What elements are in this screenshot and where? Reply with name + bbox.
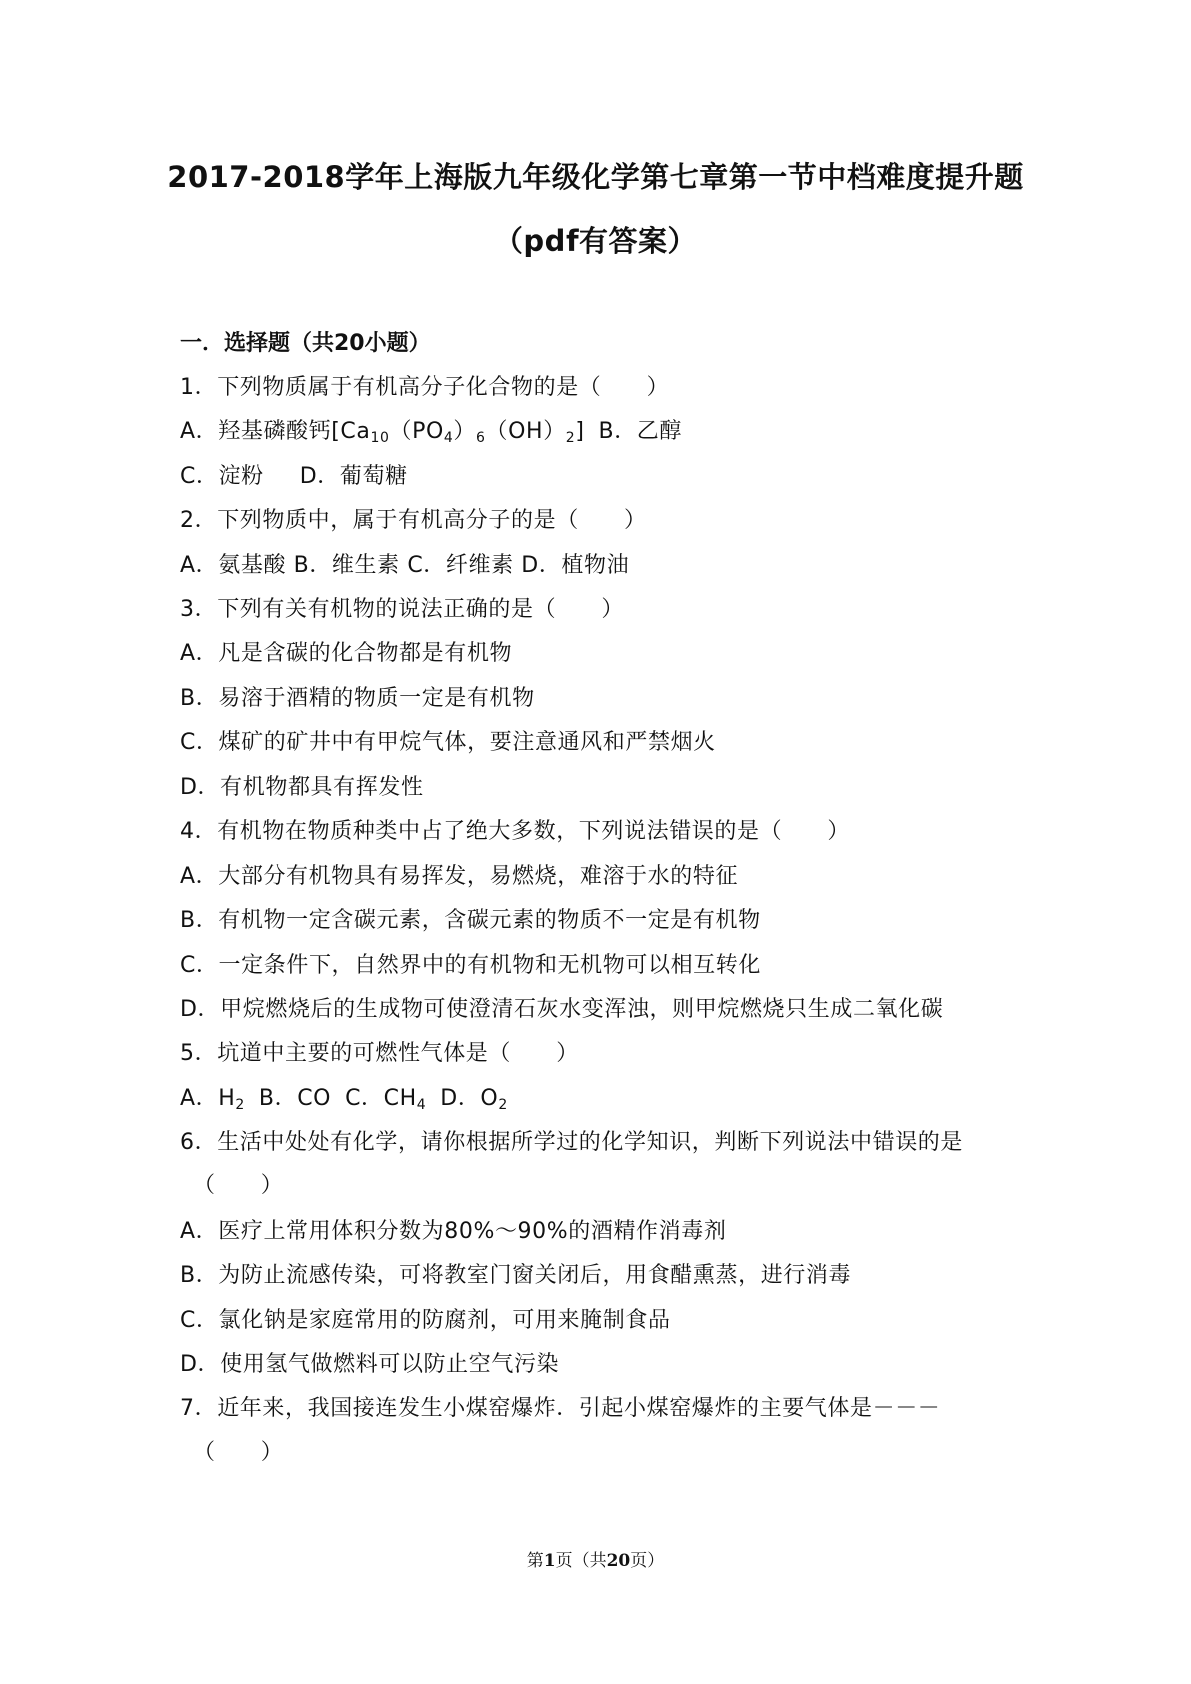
q3-option-b: B．易溶于酒精的物质一定是有机物 (180, 686, 535, 711)
document-title-line1: 2017-2018学年上海版九年级化学第七章第一节中档难度提升题 (167, 160, 1024, 194)
question-3-stem: 3．下列有关有机物的说法正确的是（ ） (180, 597, 624, 622)
q1-option-b: B．乙醇 (598, 419, 682, 444)
question-2-stem: 2．下列物质中，属于有机高分子的是（ ） (180, 508, 647, 533)
q6-option-d: D．使用氢气做燃料可以防止空气污染 (180, 1352, 560, 1377)
q3-option-a: A．凡是含碳的化合物都是有机物 (180, 641, 513, 666)
q1-option-c: C．淀粉 (180, 464, 264, 489)
question-6-stem: 6．生活中处处有化学，请你根据所学过的化学知识，判断下列说法中错误的是 (180, 1130, 963, 1155)
question-5-options (180, 1081, 508, 1112)
question-7-stem: 7．近年来，我国接连发生小煤窑爆炸．引起小煤窑爆炸的主要气体是－－－ (180, 1396, 941, 1421)
question-1-stem: 1．下列物质属于有机高分子化合物的是（ ） (180, 375, 670, 400)
total-page-count: 20 (606, 1551, 631, 1571)
document-title-line2: （pdf有答案） (493, 224, 698, 258)
question-7-paren: （ ） (193, 1440, 284, 1465)
q5-option-a: A．$H_2$ (180, 1086, 245, 1113)
question-5-stem: 5．坑道中主要的可燃性气体是（ ） (180, 1041, 579, 1066)
section-heading: 一．选择题（共20小题） (180, 331, 431, 356)
page-footer: 第1页（共20页） (526, 1551, 665, 1571)
q3-option-d: D．有机物都具有挥发性 (180, 775, 424, 800)
q4-option-d: D．甲烷燃烧后的生成物可使澄清石灰水变浑浊，则甲烷燃烧只生成二氧化碳 (180, 997, 944, 1022)
question-1-options-ab (180, 414, 682, 445)
q6-option-c: C．氯化钠是家庭常用的防腐剂，可用来腌制食品 (180, 1308, 671, 1333)
q4-option-a: A．大部分有机物具有易挥发，易燃烧，难溶于水的特征 (180, 864, 739, 889)
current-page-number: 1 (543, 1551, 556, 1571)
q5-option-c: C．$CH_4$ (345, 1086, 427, 1113)
q5-option-d: D．$O_2$ (440, 1086, 508, 1113)
question-2-options: A．氨基酸 B．维生素 C．纤维素 D．植物油 (180, 553, 630, 578)
q6-option-a: A．医疗上常用体积分数为80%～90%的酒精作消毒剂 (180, 1219, 727, 1244)
q4-option-c: C．一定条件下，自然界中的有机物和无机物可以相互转化 (180, 953, 761, 978)
q6-option-b: B．为防止流感传染，可将教室门窗关闭后，用食醋熏蒸，进行消毒 (180, 1263, 852, 1288)
q3-option-c: C．煤矿的矿井中有甲烷气体，要注意通风和严禁烟火 (180, 730, 716, 755)
q1-option-a: A．羟基磷酸钙$[Ca_{10}(PO_4)_6(OH)_2]$ (180, 419, 585, 446)
question-6-paren: （ ） (193, 1173, 284, 1198)
q1-option-d: D．葡萄糖 (299, 464, 408, 489)
q4-option-b: B．有机物一定含碳元素，含碳元素的物质不一定是有机物 (180, 908, 761, 933)
question-4-stem: 4．有机物在物质种类中占了绝大多数，下列说法错误的是（ ） (180, 819, 850, 844)
q5-option-b: B．CO (258, 1086, 332, 1111)
question-1-options-cd (180, 459, 408, 490)
